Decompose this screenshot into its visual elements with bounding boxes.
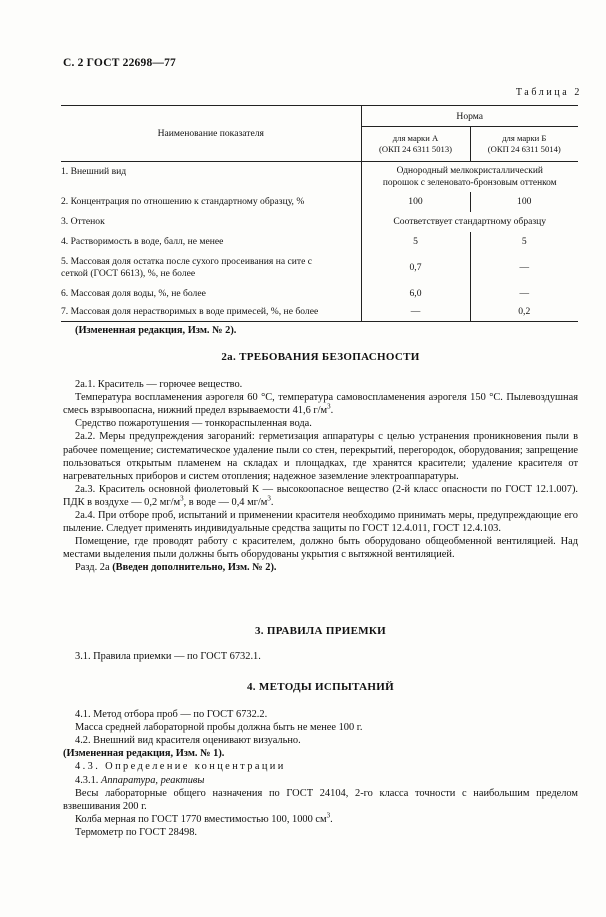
section-4 <box>63 681 578 839</box>
row-value-b: 5 <box>470 232 578 252</box>
column-header-name: Наименование показателя <box>61 106 361 162</box>
table-row <box>61 252 578 284</box>
row-value-b: — <box>470 284 578 303</box>
row-name: 6. Массовая доля воды, %, не более <box>61 287 206 299</box>
brand-a-code: (ОКП 24 6311 5013) <box>379 144 452 154</box>
paragraph: 4.2. Внешний вид красителя оценивают визуально. <box>75 735 301 747</box>
row-value-a: 6,0 <box>361 284 470 303</box>
table-row <box>61 284 578 303</box>
row-name: 7. Массовая доля нерастворимых в воде примесей, %, не более <box>61 303 361 322</box>
column-header-norm: Норма <box>361 106 578 127</box>
row-value-a: 100 <box>361 192 470 212</box>
row-value-b: — <box>470 252 578 284</box>
section-title: 4. МЕТОДЫ ИСПЫТАНИЙ <box>247 681 394 693</box>
paragraph: 2а.4. При отборе проб, испытаний и применении красителя необходимо принимать меры, предупреждающие его пыление. Следует применять индивидуальные средства защиты по ГОСТ 12.4.011, ГОСТ 12.4.103. <box>63 510 578 535</box>
paragraph: Колба мерная по ГОСТ 1770 вместимостью 100, 1000 $см^3$. <box>75 811 333 825</box>
row-name-line: сеткой (ГОСТ 6613), %, не более <box>61 267 196 279</box>
section-title: 2а. ТРЕБОВАНИЯ БЕЗОПАСНОСТИ <box>221 351 420 363</box>
paragraph: Температура воспламенения аэрогеля 60 °С, температура самовоспламенения аэрогеля 150 °С. Пылевоздушная смесь взрывоопасна, нижний предел взрываемости 41,6 $г/м^3$. <box>63 392 578 417</box>
merged-value-line: Однородный мелкокристаллический <box>396 165 543 176</box>
section-title: 3. ПРАВИЛА ПРИЕМКИ <box>254 625 387 637</box>
row-value-a: 0,7 <box>361 252 470 284</box>
page-header: С. 2 ГОСТ 22698—77 <box>63 57 176 69</box>
section-3 <box>63 625 578 663</box>
table-row <box>61 192 578 212</box>
row-name: 3. Оттенок <box>61 216 105 227</box>
merged-value-line: порошок с зеленовато-бронзовым оттенком <box>382 177 557 188</box>
row-value-b: 0,2 <box>470 303 578 322</box>
table-amendment-note: (Измененная редакция, Изм. № 2). <box>75 325 237 336</box>
paragraph: 4.1. Метод отбора проб — по ГОСТ 6732.2. <box>75 709 268 721</box>
paragraph: 3.1. Правила приемки — по ГОСТ 6732.1. <box>75 651 261 663</box>
table-caption: Таблица 2 <box>515 87 582 98</box>
paragraph: Средство пожаротушения — тонкораспыленная вода. <box>75 418 312 430</box>
properties-table <box>61 105 578 322</box>
table-row <box>61 303 578 322</box>
row-name: 1. Внешний вид <box>61 166 127 177</box>
paragraph: Весы лабораторные общего назначения по ГОСТ 24104, 2-го класса точности с наибольшим пределом взвешивания 200 г. <box>63 787 578 812</box>
amendment-note: (Измененная редакция, Изм. № 1). <box>63 748 225 760</box>
paragraph: Помещение, где проводят работу с красителем, должно быть оборудовано общеобменной вентиляцией. Над местами выделения пыли должны быть оборудованы укрытия с вытяжной вентиляцией. <box>63 536 578 561</box>
row-merged-value: Соответствует стандартному образцу <box>361 212 578 232</box>
section-2a <box>63 351 578 575</box>
row-name <box>61 252 361 284</box>
row-value-b: 100 <box>470 192 578 212</box>
paragraph: Разд. 2а (Введен дополнительно, Изм. № 2). <box>75 562 277 574</box>
column-header-brand-a <box>361 127 470 162</box>
row-name: 4. Растворимость в воде, балл, не менее <box>61 236 224 247</box>
table-row <box>61 162 578 192</box>
column-header-brand-b <box>470 127 578 162</box>
paragraph: 2а.3. Краситель основной фиолетовый К — высокоопасное вещество (2-й класс опасности по ГОСТ 12.1.007). ПДК в воздухе — 0,2 $мг/м^3$, в воде — 0,4 $мг/м^3$. <box>63 483 578 508</box>
paragraph: 2а.2. Меры предупреждения загораний: герметизация аппаратуры с целью устранения проникновения пыли в рабочее помещение; систематическое удаление пыли со стен, перекрытий, перегородок, оборудования; запрещение пользоваться открытым пламенем на складах и площадках, где хранятся красители; удаление красителя от нагревательных приборов и систем отопления; надежное заземление электроаппаратуры. <box>63 431 578 482</box>
row-value-a: 5 <box>361 232 470 252</box>
row-name: 2. Концентрация по отношению к стандартному образцу, % <box>61 196 305 207</box>
paragraph: Термометр по ГОСТ 28498. <box>75 826 198 838</box>
row-value-a: — <box>361 303 470 322</box>
brand-b-label: для марки Б <box>502 133 547 143</box>
row-name-line: 5. Массовая доля остатка после сухого просеивания на сите с <box>61 255 312 267</box>
brand-b-code: (ОКП 24 6311 5014) <box>487 144 561 154</box>
subsection-heading: 4.3. Определение концентрации <box>75 761 286 773</box>
paragraph: 4.3.1. Аппаратура, реактивы <box>75 774 205 786</box>
paragraph: 2а.1. Краситель — горючее вещество. <box>75 379 243 391</box>
brand-a-label: для марки А <box>392 133 439 143</box>
table-row <box>61 212 578 232</box>
table-row <box>61 232 578 252</box>
paragraph: Масса средней лабораторной пробы должна быть не менее 100 г. <box>75 722 363 734</box>
row-merged-value <box>361 162 578 192</box>
